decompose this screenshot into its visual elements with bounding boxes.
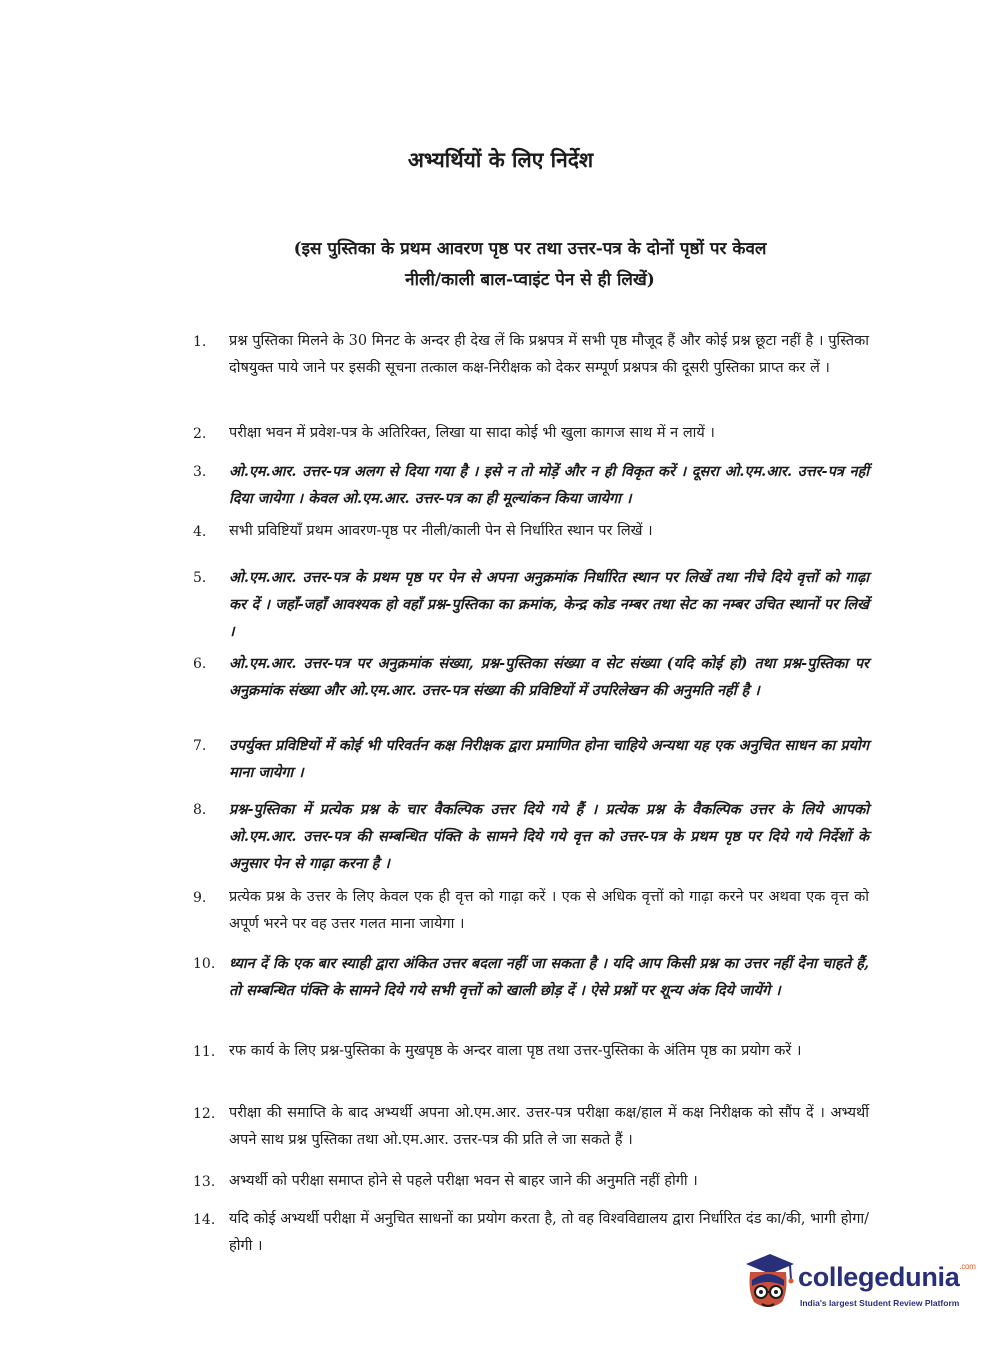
instruction-text: ओ.एम.आर. उत्तर-पत्र अलग से दिया गया है । इसे न तो मोड़ें और न ही विकृत करें । दूसरा ओ.एम.आर. उत्तर-पत्र नहीं दिया जायेगा । केवल ओ.एम.आर. उत्तर-पत्र का ही मूल्यांकन किया जायेगा । (229, 463, 869, 507)
brand-name: collegedunia (798, 1262, 960, 1292)
instruction-number: 8. (193, 802, 207, 818)
instruction-text: उपर्युक्त प्रविष्टियों में कोई भी परिवर्तन कक्ष निरीक्षक द्वारा प्रमाणित होना चाहिये अन्यथा यह एक अनुचित साधन का प्रयोग माना जायेगा । (229, 737, 869, 781)
instruction-text: परीक्षा की समाप्ति के बाद अभ्यर्थी अपना ओ.एम.आर. उत्तर-पत्र परीक्षा कक्ष/हाल में कक्ष निरीक्षक को सौंप दें । अभ्यर्थी अपने साथ प्रश्न पुस्तिका तथा ओ.एम.आर. उत्तर-पत्र की प्रति ले जा सकते हैं । (229, 1105, 869, 1148)
instruction-number: 13. (193, 1174, 216, 1190)
instruction-text: ध्यान दें कि एक बार स्याही द्वारा अंकित उत्तर बदला नहीं जा सकता है । यदि आप किसी प्रश्न का उत्तर नहीं देना चाहते हैं, तो सम्बन्धित पंक्ति के सामने दिये गये सभी वृत्तों को खाली छोड़ दें । ऐसे प्रश्नों पर शून्य अंक दिये जायेंगे । (229, 955, 869, 999)
instruction-number: 10. (193, 956, 216, 972)
student-mascot-icon (740, 1250, 796, 1316)
instruction-number: 6. (193, 656, 207, 672)
subtitle (250, 234, 810, 296)
instruction-number: 11. (193, 1044, 216, 1060)
instruction-text: सभी प्रविष्टियाँ प्रथम आवरण-पृष्ठ पर नीली/काली पेन से निर्धारित स्थान पर लिखें । (229, 523, 653, 539)
collegedunia-watermark (740, 1250, 980, 1320)
subtitle-line-1: (इस पुस्तिका के प्रथम आवरण पृष्ठ पर तथा उत्तर-पत्र के दोनों पृष्ठों पर केवल (293, 239, 767, 259)
instruction-number: 12. (193, 1106, 216, 1122)
instruction-text: प्रश्न-पुस्तिका में प्रत्येक प्रश्न के चार वैकल्पिक उत्तर दिये गये हैं । प्रत्येक प्रश्न के वैकल्पिक उत्तर के लिये आपको ओ.एम.आर. उत्तर-पत्र की सम्बन्धित पंक्ति के सामने दिये गये वृत्त को उत्तर-पत्र के प्रथम पृष्ठ पर दिये गये निर्देशों के अनुसार पेन से गाढ़ा करना है । (229, 801, 869, 872)
instruction-text: परीक्षा भवन में प्रवेश-पत्र के अतिरिक्त, लिखा या सादा कोई भी खुला कागज साथ में न लायें । (229, 425, 715, 441)
instruction-text: अभ्यर्थी को परीक्षा समाप्त होने से पहले परीक्षा भवन से बाहर जाने की अनुमति नहीं होगी । (229, 1173, 698, 1189)
instruction-number: 5. (193, 570, 207, 586)
instruction-number: 9. (193, 890, 207, 906)
instruction-number: 1. (193, 334, 207, 350)
brand-tagline: India's largest Student Review Platform (800, 1298, 960, 1308)
instruction-number: 14. (193, 1212, 216, 1228)
instruction-text: यदि कोई अभ्यर्थी परीक्षा में अनुचित साधनों का प्रयोग करता है, तो वह विश्वविद्यालय द्वारा निर्धारित दंड का/की, भागी होगा/होगी । (229, 1211, 869, 1254)
instruction-number: 4. (193, 524, 207, 540)
subtitle-line-2: नीली/काली बाल-प्वाइंट पेन से ही लिखें) (405, 270, 655, 290)
instruction-text: ओ.एम.आर. उत्तर-पत्र पर अनुक्रमांक संख्या, प्रश्न-पुस्तिका संख्या व सेट संख्या (यदि कोई हो) तथा प्रश्न-पुस्तिका पर अनुक्रमांक संख्या और ओ.एम.आर. उत्तर-पत्र संख्या की प्रविष्टियों में उपरिलेखन की अनुमति नहीं है । (229, 655, 869, 699)
instruction-number: 2. (193, 426, 207, 442)
instruction-text: ओ.एम.आर. उत्तर-पत्र के प्रथम पृष्ठ पर पेन से अपना अनुक्रमांक निर्धारित स्थान पर लिखें तथा नीचे दिये वृत्तों को गाढ़ा कर दें । जहाँ-जहाँ आवश्यक हो वहाँ प्रश्न-पुस्तिका का क्रमांक, केन्द्र कोड नम्बर तथा सेट का नम्बर उचित स्थानों पर लिखें । (229, 569, 869, 640)
brand-wordmark (798, 1262, 976, 1293)
instruction-text: प्रत्येक प्रश्न के उत्तर के लिए केवल एक ही वृत्त को गाढ़ा करें । एक से अधिक वृत्तों को गाढ़ा करने पर अथवा एक वृत्त को अपूर्ण भरने पर वह उत्तर गलत माना जायेगा । (229, 889, 869, 932)
page-title: अभ्यर्थियों के लिए निर्देश (407, 147, 594, 172)
brand-tld: .com (959, 1262, 976, 1271)
instruction-text: प्रश्न पुस्तिका मिलने के 30 मिनट के अन्दर ही देख लें कि प्रश्नपत्र में सभी पृष्ठ मौजूद हैं और कोई प्रश्न छूटा नहीं है । पुस्तिका दोषयुक्त पाये जाने पर इसकी सूचना तत्काल कक्ष-निरीक्षक को देकर सम्पूर्ण प्रश्नपत्र की दूसरी पुस्तिका प्राप्त कर लें । (229, 333, 869, 376)
instruction-number: 3. (193, 464, 207, 480)
instruction-text: रफ कार्य के लिए प्रश्न-पुस्तिका के मुखपृष्ठ के अन्दर वाला पृष्ठ तथा उत्तर-पुस्तिका के अंतिम पृष्ठ का प्रयोग करें । (229, 1043, 802, 1059)
instruction-number: 7. (193, 738, 207, 754)
